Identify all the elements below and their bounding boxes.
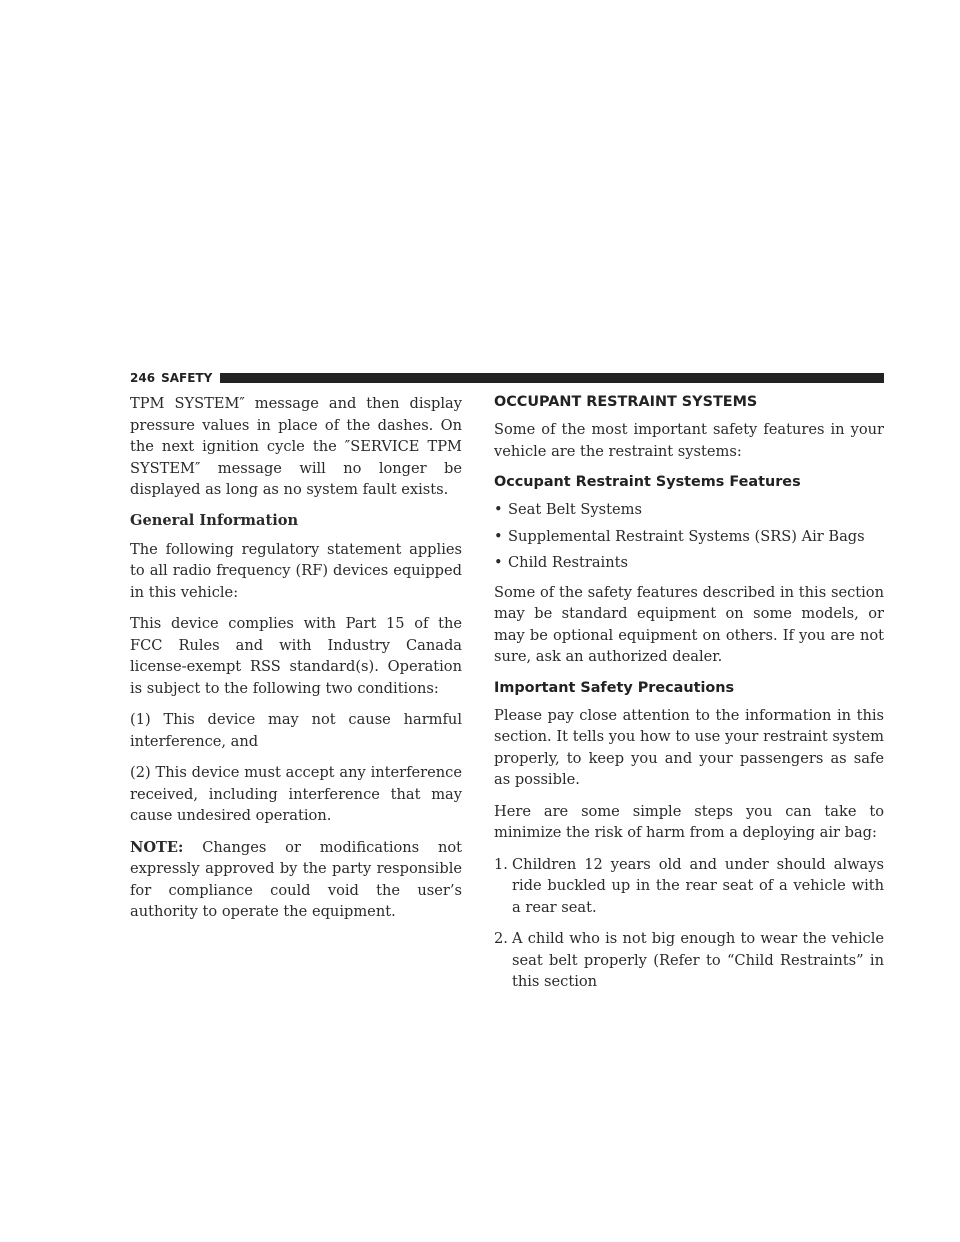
condition-2-paragraph: (2) This device must accept any interference received, including interference that may cause undesired operation. xyxy=(130,764,462,824)
page-header xyxy=(130,371,884,385)
simple-steps-paragraph: Here are some simple steps you can take to minimize the risk of harm from a deploying air bag: xyxy=(494,802,884,841)
condition-1-paragraph: (1) This device may not cause harmful interference, and xyxy=(130,711,462,750)
occupant-restraint-heading: OCCUPANT RESTRAINT SYSTEMS xyxy=(494,394,758,410)
list-item-text: Seat Belt Systems xyxy=(508,501,642,518)
list-item xyxy=(494,854,884,919)
list-item xyxy=(494,526,884,548)
note-text: Changes or modifications not expressly approved by the party responsible for compliance could void the user’s authority to operate the equipment. xyxy=(130,838,462,920)
right-column xyxy=(494,393,884,1003)
list-item xyxy=(494,928,884,993)
bullet-icon: • xyxy=(494,501,503,518)
attention-paragraph: Please pay close attention to the information in this section. It tells you how to use your restraint system properly, to keep you and your passengers as safe as possible. xyxy=(494,706,884,788)
section-title: SAFETY xyxy=(161,371,213,385)
restraint-intro-paragraph: Some of the most important safety features in your vehicle are the restraint systems: xyxy=(494,421,884,460)
list-item xyxy=(494,552,884,574)
step-text: A child who is not big enough to wear the vehicle seat belt properly (Refer to “Child Restraints” in this section xyxy=(512,930,884,990)
bullet-icon: • xyxy=(494,554,503,571)
regulatory-statement-paragraph: The following regulatory statement applies to all radio frequency (RF) devices equipped in this vehicle: xyxy=(130,540,462,601)
fcc-compliance-paragraph: This device complies with Part 15 of the FCC Rules and with Industry Canada license-exempt RSS standard(s). Operation is subject to the following two conditions: xyxy=(130,615,462,697)
list-item-text: Child Restraints xyxy=(508,554,628,571)
bullet-icon: • xyxy=(494,527,503,545)
list-item xyxy=(494,499,884,521)
note-paragraph xyxy=(130,837,462,923)
features-list xyxy=(494,499,884,574)
header-rule xyxy=(220,373,884,383)
left-column xyxy=(130,393,462,923)
steps-list xyxy=(494,854,884,993)
step-number: 2. xyxy=(494,930,508,947)
page-number: 246 xyxy=(130,371,156,385)
step-text: Children 12 years old and under should always ride buckled up in the rear seat of a vehicle with a rear seat. xyxy=(512,855,884,916)
list-item-text: Supplemental Restraint Systems (SRS) Air Bags xyxy=(508,527,865,545)
general-information-heading: General Information xyxy=(130,511,299,529)
safety-precautions-heading: Important Safety Precautions xyxy=(494,679,735,696)
tpm-continuation-paragraph: TPM SYSTEM″ message and then display pressure values in place of the dashes. On the next ignition cycle the ″SERVICE TPM SYSTEM″ message will no longer be displayed as long as no system fault exists. xyxy=(130,395,462,498)
step-number: 1. xyxy=(494,855,508,873)
restraint-features-heading: Occupant Restraint Systems Features xyxy=(494,474,801,490)
note-label: NOTE: xyxy=(130,838,184,856)
optional-equipment-paragraph: Some of the safety features described in this section may be standard equipment on some models, or may be optional equipment on others. If you are not sure, ask an authorized dealer. xyxy=(494,583,884,665)
